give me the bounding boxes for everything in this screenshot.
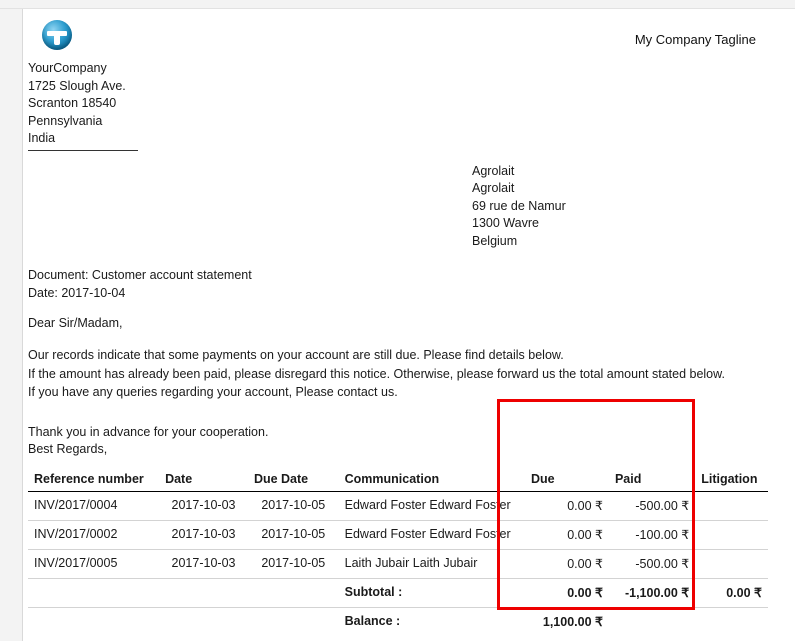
company-address-block <box>28 60 768 151</box>
cell-due-date: 2017-10-05 <box>248 549 339 578</box>
cell-date: 2017-10-03 <box>159 549 248 578</box>
company-city: Scranton 18540 <box>28 96 117 110</box>
cell-communication: Edward Foster Edward Foster <box>339 520 525 549</box>
col-due-date: Due Date <box>248 469 339 492</box>
subtotal-row <box>28 578 768 607</box>
cell-communication: Laith Jubair Laith Jubair <box>339 549 525 578</box>
balance-paid <box>609 607 695 636</box>
cell-communication: Edward Foster Edward Foster <box>339 491 525 520</box>
cell-litigation <box>695 491 768 520</box>
cell-litigation <box>695 549 768 578</box>
balance-litigation <box>695 607 768 636</box>
cell-date: 2017-10-03 <box>159 520 248 549</box>
table-row <box>28 491 768 520</box>
partner-line-1: Agrolait <box>472 163 515 178</box>
balance-label: Balance : <box>344 614 401 628</box>
balance-spacer-1 <box>28 607 159 636</box>
col-reference: Reference number <box>28 469 159 492</box>
company-name: YourCompany <box>28 61 107 75</box>
closing-block <box>28 424 768 459</box>
company-tagline: My Company Tagline <box>634 32 756 47</box>
subtotal-label: Subtotal : <box>339 578 525 607</box>
balance-spacer-2 <box>159 607 248 636</box>
cell-date: 2017-10-03 <box>159 491 248 520</box>
document-header <box>28 14 768 56</box>
subtotal-due: 0.00 ₹ <box>525 578 609 607</box>
document-content <box>28 14 768 636</box>
thanks-line: Thank you in advance for your cooperation. <box>28 424 269 439</box>
statement-table <box>28 469 768 636</box>
company-country: India <box>28 131 56 145</box>
company-state: Pennsylvania <box>28 113 103 128</box>
regards-line: Best Regards, <box>28 442 108 456</box>
partner-line-4: 1300 Wavre <box>472 216 539 230</box>
col-due: Due <box>525 469 609 492</box>
cell-due-date: 2017-10-05 <box>248 520 339 549</box>
address-divider <box>28 150 138 151</box>
cell-due: 0.00 ₹ <box>525 491 609 520</box>
balance-spacer-3 <box>248 607 339 636</box>
cell-reference: INV/2017/0004 <box>28 491 159 520</box>
balance-row <box>28 607 768 636</box>
company-street: 1725 Slough Ave. <box>28 78 126 93</box>
document-meta <box>28 267 768 302</box>
subtotal-spacer-2 <box>159 578 248 607</box>
partner-address-block <box>472 163 768 251</box>
cell-due-date: 2017-10-05 <box>248 491 339 520</box>
document-type: Document: Customer account statement <box>28 268 252 282</box>
cell-reference: INV/2017/0002 <box>28 520 159 549</box>
document-date: Date: 2017-10-04 <box>28 285 126 300</box>
company-logo-icon <box>42 20 72 50</box>
col-paid: Paid <box>609 469 695 492</box>
page-left-margin <box>0 0 23 641</box>
col-communication: Communication <box>339 469 525 492</box>
cell-paid: -500.00 ₹ <box>609 549 695 578</box>
cell-paid: -100.00 ₹ <box>609 520 695 549</box>
partner-line-5: Belgium <box>472 233 518 248</box>
subtotal-spacer-3 <box>248 578 339 607</box>
body-paragraphs <box>28 346 768 402</box>
balance-due: 1,100.00 ₹ <box>542 614 603 629</box>
body-line-3: If you have any queries regarding your account, Please contact us. <box>28 385 398 399</box>
partner-line-2: Agrolait <box>472 181 515 195</box>
col-litigation: Litigation <box>695 469 768 492</box>
partner-line-3: 69 rue de Namur <box>472 198 566 213</box>
subtotal-litigation: 0.00 ₹ <box>695 578 768 607</box>
cell-reference: INV/2017/0005 <box>28 549 159 578</box>
subtotal-paid: -1,100.00 ₹ <box>609 578 695 607</box>
subtotal-spacer-1 <box>28 578 159 607</box>
table-row <box>28 549 768 578</box>
body-line-2: If the amount has already been paid, please disregard this notice. Otherwise, please forward us the total amount stated below. <box>28 366 725 381</box>
body-line-1: Our records indicate that some payments on your account are still due. Please find details below. <box>28 348 564 362</box>
page-top-margin <box>0 0 795 9</box>
salutation: Dear Sir/Madam, <box>28 316 123 330</box>
col-date: Date <box>159 469 248 492</box>
cell-due: 0.00 ₹ <box>525 549 609 578</box>
cell-litigation <box>695 520 768 549</box>
cell-paid: -500.00 ₹ <box>609 491 695 520</box>
cell-due: 0.00 ₹ <box>525 520 609 549</box>
table-header-row <box>28 469 768 492</box>
table-row <box>28 520 768 549</box>
